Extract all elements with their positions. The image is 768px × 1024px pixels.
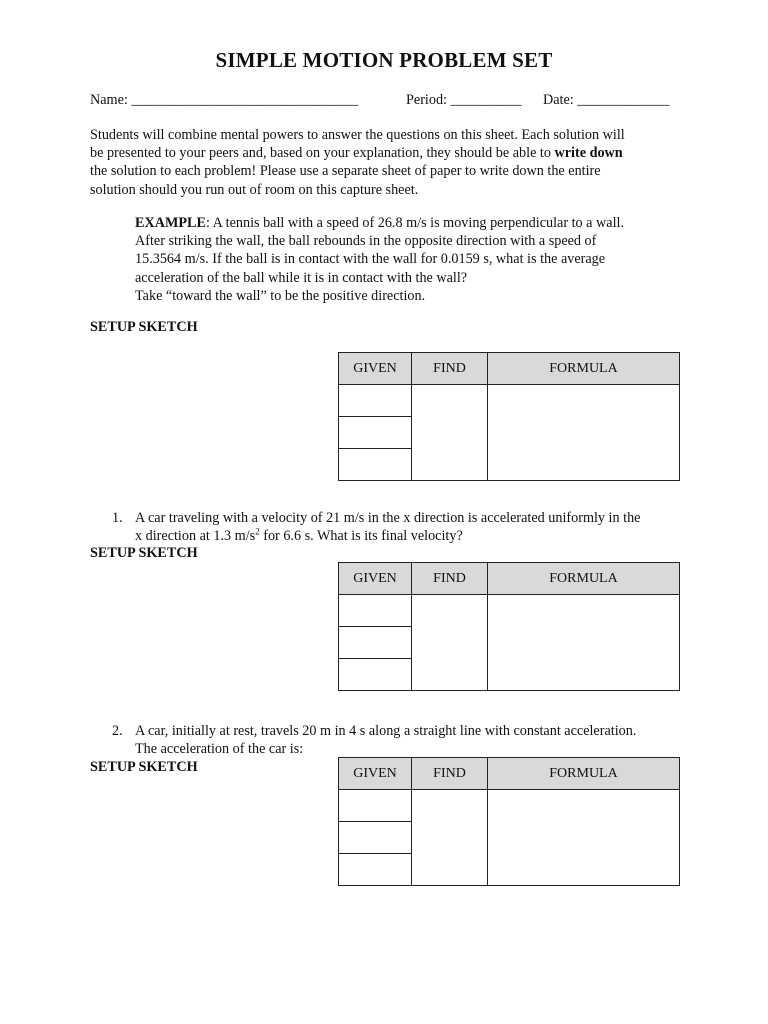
find-cell[interactable] (412, 790, 488, 886)
question-text-part: for 6.6 s. What is its final velocity? (259, 528, 463, 545)
name-field-label[interactable]: Name: ________________________________ (90, 92, 359, 108)
formula-cell[interactable] (488, 385, 680, 481)
find-cell[interactable] (412, 385, 488, 481)
q1-given-find-formula-table (338, 562, 680, 691)
example-line: After striking the wall, the ball rebounds in the opposite direction with a speed of (135, 233, 597, 250)
intro-line: Students will combine mental powers to answer the questions on this sheet. Each solution will (90, 127, 625, 143)
given-header: GIVEN (339, 758, 412, 790)
question-line: A car, initially at rest, travels 20 m in 4 s along a straight line with constant acceleration. (135, 723, 637, 739)
question-line (135, 527, 682, 545)
formula-header: FORMULA (488, 353, 680, 385)
question-1 (112, 509, 682, 545)
period-field-label[interactable]: Period: __________ (406, 92, 522, 108)
find-cell[interactable] (412, 595, 488, 691)
formula-header: FORMULA (488, 758, 680, 790)
question-text (135, 509, 682, 545)
example-text: : A tennis ball with a speed of 26.8 m/s is moving perpendicular to a wall. (205, 215, 625, 231)
find-header: FIND (412, 758, 488, 790)
given-cell[interactable] (339, 627, 412, 659)
page-title: SIMPLE MOTION PROBLEM SET (215, 48, 553, 72)
instructions-paragraph (90, 126, 680, 199)
given-cell[interactable] (339, 449, 412, 481)
given-cell[interactable] (339, 854, 412, 886)
example-problem (135, 214, 680, 305)
intro-line: the solution to each problem! Please use a separate sheet of paper to write down the entire (90, 163, 601, 180)
formula-cell[interactable] (488, 790, 680, 886)
given-cell[interactable] (339, 385, 412, 417)
question-number: 1. (112, 510, 123, 526)
question-line: A car traveling with a velocity of 21 m/s in the x direction is accelerated uniformly in the (135, 510, 641, 526)
example-line: acceleration of the ball while it is in contact with the wall? (135, 269, 468, 286)
given-cell[interactable] (339, 417, 412, 449)
given-header: GIVEN (339, 353, 412, 385)
exponent: 2 (255, 526, 260, 537)
q2-given-find-formula-table (338, 757, 680, 886)
intro-emphasis: write down (554, 145, 623, 162)
question-line: The acceleration of the car is: (135, 741, 304, 758)
setup-sketch-label: SETUP SKETCH (90, 759, 198, 775)
question-text-part: x direction at 1.3 m/s (135, 528, 256, 545)
example-line: 15.3564 m/s. If the ball is in contact with the wall for 0.0159 s, what is the average (135, 251, 606, 268)
formula-header: FORMULA (488, 563, 680, 595)
find-header: FIND (412, 563, 488, 595)
given-cell[interactable] (339, 822, 412, 854)
intro-text: be presented to your peers and, based on your explanation, they should be able to (90, 145, 555, 162)
given-cell[interactable] (339, 659, 412, 691)
setup-sketch-label: SETUP SKETCH (90, 545, 198, 561)
given-cell[interactable] (339, 790, 412, 822)
date-field-label[interactable]: Date: _____________ (543, 92, 670, 108)
example-line: Take “toward the wall” to be the positive direction. (135, 287, 426, 304)
student-info-row (90, 92, 680, 112)
question-number: 2. (112, 723, 123, 739)
intro-line: solution should you run out of room on this capture sheet. (90, 181, 419, 198)
example-given-find-formula-table (338, 352, 680, 481)
question-2 (112, 722, 682, 758)
example-line (135, 214, 680, 232)
given-cell[interactable] (339, 595, 412, 627)
example-label: EXAMPLE (135, 215, 206, 231)
setup-sketch-label: SETUP SKETCH (90, 319, 198, 335)
question-text (135, 722, 682, 758)
given-header: GIVEN (339, 563, 412, 595)
find-header: FIND (412, 353, 488, 385)
intro-line (90, 144, 680, 162)
formula-cell[interactable] (488, 595, 680, 691)
